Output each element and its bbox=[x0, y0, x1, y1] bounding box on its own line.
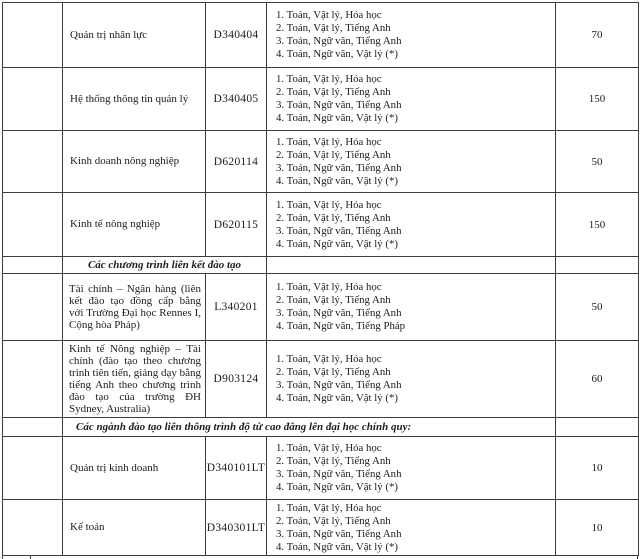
program-code: D620115 bbox=[206, 193, 267, 257]
subject-combination-line: 1. Toán, Vật lý, Hóa học bbox=[276, 442, 382, 454]
subject-combination-line: 2. Toán, Vật lý, Tiếng Anh bbox=[276, 86, 391, 98]
subject-combination-line: 2. Toán, Vật lý, Tiếng Anh bbox=[276, 514, 391, 527]
subject-combinations bbox=[267, 500, 556, 556]
program-row bbox=[3, 131, 639, 193]
subject-combination-line: 4. Toán, Ngữ văn, Vật lý (*) bbox=[276, 392, 398, 404]
group-cell bbox=[3, 274, 63, 341]
program-name: Hệ thống thông tin quản lý bbox=[63, 68, 206, 131]
program-row bbox=[3, 68, 639, 131]
program-row bbox=[3, 274, 639, 341]
program-row bbox=[3, 500, 639, 556]
program-row bbox=[3, 3, 639, 68]
program-name: Quản trị kinh doanh bbox=[63, 437, 206, 500]
subject-combination-line: 3. Toán, Ngữ văn, Tiếng Anh bbox=[276, 35, 402, 47]
quota-value: 50 bbox=[556, 274, 639, 341]
subject-combinations bbox=[267, 68, 556, 131]
group-cell bbox=[3, 341, 63, 418]
quota-value: 150 bbox=[556, 68, 639, 131]
program-row bbox=[3, 341, 639, 418]
subject-combination-line: 1. Toán, Vật lý, Hóa học bbox=[276, 501, 382, 514]
section-title: Các chương trình liên kết đào tạo bbox=[63, 257, 267, 274]
subject-combinations bbox=[267, 437, 556, 500]
table-body bbox=[3, 3, 639, 556]
program-name: Kinh doanh nông nghiệp bbox=[63, 131, 206, 193]
program-code: L340201 bbox=[206, 274, 267, 341]
group-cell bbox=[3, 257, 63, 274]
subject-combination-line: 4. Toán, Ngữ văn, Vật lý (*) bbox=[276, 48, 398, 60]
subject-combination-line: 3. Toán, Ngữ văn, Tiếng Anh bbox=[276, 468, 402, 480]
subject-combination-line: 1. Toán, Vật lý, Hóa học bbox=[276, 353, 382, 365]
admission-programs-table bbox=[2, 2, 639, 556]
group-cell bbox=[3, 437, 63, 500]
subject-combinations bbox=[267, 193, 556, 257]
quota-value: 10 bbox=[556, 500, 639, 556]
subject-combination-line: 1. Toán, Vật lý, Hóa học bbox=[276, 73, 382, 85]
quota-value: 10 bbox=[556, 437, 639, 500]
program-row bbox=[3, 193, 639, 257]
subject-combination-line: 4. Toán, Ngữ văn, Vật lý (*) bbox=[276, 174, 398, 187]
program-code: D340101LT bbox=[206, 437, 267, 500]
quota-value: 70 bbox=[556, 3, 639, 68]
subject-combination-line: 1. Toán, Vật lý, Hóa học bbox=[276, 198, 382, 211]
subject-combinations bbox=[267, 274, 556, 341]
program-code: D620114 bbox=[206, 131, 267, 193]
quota-cell-empty bbox=[556, 257, 639, 274]
subject-combinations bbox=[267, 341, 556, 418]
program-code: D340404 bbox=[206, 3, 267, 68]
program-name: Kinh tế nông nghiệp bbox=[63, 193, 206, 257]
quota-value: 150 bbox=[556, 193, 639, 257]
program-row bbox=[3, 437, 639, 500]
subject-combination-line: 3. Toán, Ngữ văn, Tiếng Anh bbox=[276, 527, 402, 540]
subject-combination-line: 1. Toán, Vật lý, Hóa học bbox=[276, 9, 382, 21]
group-cell bbox=[3, 193, 63, 257]
subject-combination-line: 2. Toán, Vật lý, Tiếng Anh bbox=[276, 148, 391, 161]
section-header-row bbox=[3, 257, 639, 274]
program-name: Kế toán bbox=[63, 500, 206, 556]
subject-combination-line: 2. Toán, Vật lý, Tiếng Anh bbox=[276, 366, 391, 378]
program-name: Tài chính – Ngân hàng (liên kết đào tạo đồng cấp bằng với Trường Đại học Rennes I, Cộng hòa Pháp) bbox=[63, 274, 206, 341]
subject-combination-line: 3. Toán, Ngữ văn, Tiếng Anh bbox=[276, 224, 402, 237]
subject-combination-line: 3. Toán, Ngữ văn, Tiếng Anh bbox=[276, 161, 402, 174]
quota-cell-empty bbox=[556, 418, 639, 437]
group-cell bbox=[3, 131, 63, 193]
subject-combination-line: 3. Toán, Ngữ văn, Tiếng Anh bbox=[276, 99, 402, 111]
group-cell bbox=[3, 500, 63, 556]
subject-combination-line: 4. Toán, Ngữ văn, Tiếng Pháp bbox=[276, 320, 406, 332]
quota-value: 50 bbox=[556, 131, 639, 193]
subject-combination-line: 2. Toán, Vật lý, Tiếng Anh bbox=[276, 294, 391, 306]
program-code: D903124 bbox=[206, 341, 267, 418]
subject-combination-line: 3. Toán, Ngữ văn, Tiếng Anh bbox=[276, 307, 402, 319]
group-cell bbox=[3, 3, 63, 68]
quota-value: 60 bbox=[556, 341, 639, 418]
subject-combination-line: 2. Toán, Vật lý, Tiếng Anh bbox=[276, 22, 391, 34]
subject-combination-line: 4. Toán, Ngữ văn, Vật lý (*) bbox=[276, 237, 398, 250]
document-page bbox=[2, 2, 638, 559]
program-code: D340405 bbox=[206, 68, 267, 131]
program-code: D340301LT bbox=[206, 500, 267, 556]
subject-combination-line: 1. Toán, Vật lý, Hóa học bbox=[276, 281, 382, 293]
subject-combination-line: 4. Toán, Ngữ văn, Vật lý (*) bbox=[276, 540, 398, 553]
program-name: Quản trị nhân lực bbox=[63, 3, 206, 68]
subject-combination-line: 1. Toán, Vật lý, Hóa học bbox=[276, 135, 382, 148]
subject-combination-line: 4. Toán, Ngữ văn, Vật lý (*) bbox=[276, 481, 398, 493]
section-title: Các ngành đào tạo liên thông trình độ từ cao đẳng lên đại học chính quy: bbox=[63, 418, 556, 437]
subject-combination-line: 4. Toán, Ngữ văn, Vật lý (*) bbox=[276, 112, 398, 124]
subject-combinations bbox=[267, 3, 556, 68]
group-cell bbox=[3, 68, 63, 131]
program-name: Kinh tế Nông nghiệp – Tài chính (đào tạo theo chương trình tiên tiến, giảng dạy bằng tiếng Anh theo chương trình đào tạo của trường ĐH Sydney, Australia) bbox=[63, 341, 206, 418]
subjects-cell-empty bbox=[267, 257, 556, 274]
subject-combination-line: 2. Toán, Vật lý, Tiếng Anh bbox=[276, 455, 391, 467]
group-cell bbox=[3, 418, 63, 437]
section-header-row bbox=[3, 418, 639, 437]
subject-combination-line: 3. Toán, Ngữ văn, Tiếng Anh bbox=[276, 379, 402, 391]
subject-combination-line: 2. Toán, Vật lý, Tiếng Anh bbox=[276, 211, 391, 224]
subject-combinations bbox=[267, 131, 556, 193]
